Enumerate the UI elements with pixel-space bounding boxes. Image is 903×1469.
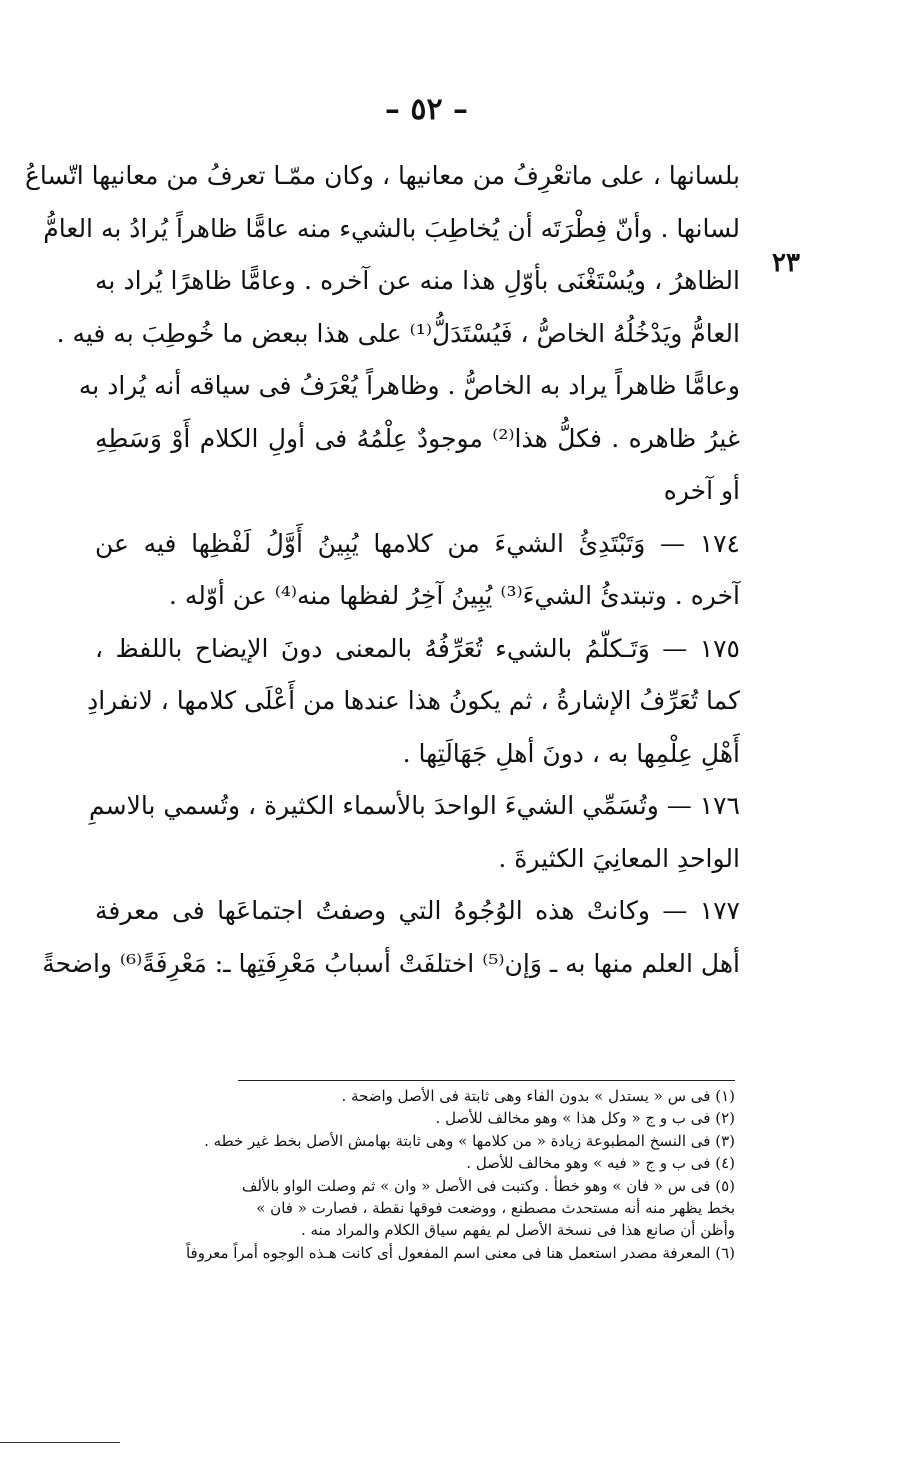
footnote-3: (٣) فى النسخ المطبوعة زيادة « من كلامها » وهى ثابتة بهامش الأصل بخط غير خطه .	[204, 1131, 735, 1150]
footnote-5: (٥) فى س « فان » وهو خطأ . وكتبت فى الأصل « وان » ثم وصلت الواو بالألف	[241, 1176, 735, 1195]
footnote-2: (٢) فى ب و ج « وكل هذا » وهو مخالف للأصل .	[435, 1109, 735, 1128]
text-line: كما تُعَرِّفُ الإشارةُ ، ثم يكونُ هذا عندها من أَعْلَى كلامها ، لانفرادِ	[87, 686, 740, 715]
footnote-6: (٦) المعرفة مصدر استعمل هنا فى معنى اسم المفعول أى كانت هـذه الوجوه أمراً معروفاً	[185, 1243, 735, 1262]
scan-edge-line	[0, 1442, 120, 1443]
paragraph-174: ١٧٤ — وَتَبْتَدِئُ الشيءَ من كلامها يُبِينُ أَوَّلُ لَفْظِها فيه عن	[95, 528, 740, 558]
main-text	[25, 150, 740, 990]
text-line: أو آخره	[663, 476, 740, 505]
text-line: وعامًّا ظاهراً يراد به الخاصُّ . وظاهراً يُعْرَفُ فى سياقه أنه يُراد به	[78, 371, 740, 400]
text-line: بلسانها ، على ماتعْرِفُ من معانيها ، وكان ممّـا تعرفُ من معانيها اتّساعُ	[25, 161, 740, 190]
text-line: الظاهرُ ، ويُسْتَغْنَى بأوّلِ هذا منه عن آخره . وعامًّا ظاهرًا يُراد به	[95, 266, 740, 295]
paragraph-175: ١٧٥ — وَتَـكلّمُ بالشيء تُعَرِّفُهُ بالمعنى دونَ الإيضاح باللفظ ،	[95, 633, 740, 663]
text-line: أَهْلِ عِلْمِها به ، دونَ أهلِ جَهَالَتِها .	[402, 738, 740, 768]
footnotes	[103, 1085, 735, 1264]
footnote-4: (٤) فى ب و ج « فيه » وهو مخالف للأصل .	[466, 1154, 735, 1173]
margin-number: ٢٣	[772, 248, 800, 278]
footnote-divider	[238, 1080, 735, 1081]
text-line: العامُّ ويَدْخُلُهُ الخاصُّ ، فَيُسْتَدَلُّ⁽¹⁾ على هذا ببعض ما خُوطِبَ به فيه .	[56, 318, 740, 348]
footnote-1: (١) فى س « يستدل » بدون الفاء وهى ثابتة فى الأصل واضحة .	[341, 1087, 735, 1105]
text-line: أهل العلم منها به ـ وَإن⁽⁵⁾ اختلفَتْ أسبابُ مَعْرِفَتِها ـ: مَعْرِفَةً⁽⁶⁾ واضحةً	[42, 948, 740, 978]
footnote-5-continued: بخط يظهر منه أنه مستحدث مصطنع ، ووضعت فوقها نقطة ، فصارت « فان »	[256, 1198, 735, 1217]
paragraph-176: ١٧٦ — وتُسَمِّي الشيءَ الواحدَ بالأسماء الكثيرة ، وتُسمي بالاسمِ	[89, 791, 740, 820]
page-number: – ٥٢ –	[384, 92, 469, 127]
footnote-5-continued: وأظن أن صانع هذا فى نسخة الأصل لم يفهم سياق الكلام والمراد منه .	[300, 1221, 735, 1240]
paragraph-177: ١٧٧ — وكانتْ هذه الوُجُوهُ التي وصفتُ اجتماعَها فى معرفة	[95, 896, 740, 925]
text-line: لسانها . وأنّ فِطْرَتَه أن يُخاطِبَ بالشيء منه عامًّا ظاهراً يُرادُ به العامُّ	[43, 213, 740, 243]
text-line: غيرُ ظاهره . فكلُّ هذا⁽²⁾ موجودٌ عِلْمُهُ فى أولِ الكلام أَوْ وَسَطِهِ	[95, 423, 740, 453]
text-line: آخره . وتبتدئُ الشيءَ⁽³⁾ يُبِينُ آخِرُ لفظها منه⁽⁴⁾ عن أوّله .	[168, 581, 740, 610]
text-line: الواحدِ المعانِيَ الكثيرةَ .	[498, 843, 740, 873]
